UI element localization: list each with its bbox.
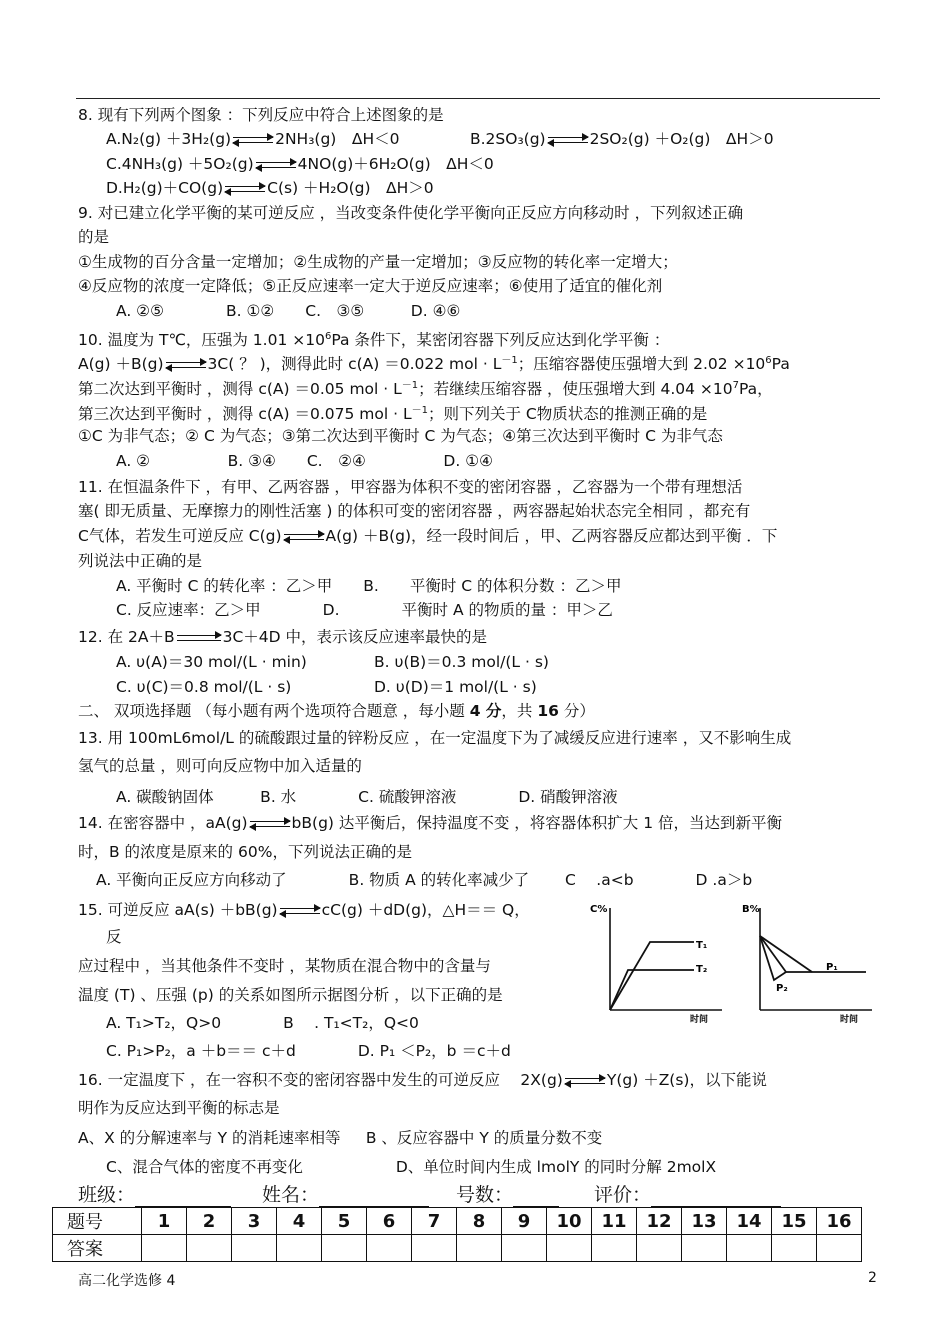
equilibrium-arrow-icon [565,1076,605,1086]
q10-line-2: A(g) ＋B(g) 3C( ？ )，测得此时 c(A) ＝0.022 mol · $L^{-1}$；压缩容器使压强增大到 $2.02 \times 10^6Pa$ [78,355,790,374]
svg-text:P₂: P₂ [776,983,788,994]
q12-option-a: A. υ(A)＝30 mol/(L · min) [116,653,307,671]
q11-options-cd: C. 反应速率：乙＞甲 D. 平衡时 A 的物质的量 ：甲＞乙 [116,601,613,619]
equilibrium-arrow-icon [256,160,296,170]
q11-line-1: 11. 在恒温条件下 ，有甲、乙两容器 ，甲容器为体积不变的密闭容器 ，乙容器为一个带有理想活 [78,478,743,496]
answer-cell[interactable] [637,1235,682,1262]
q9-statements-1: ①生成物的百分含量一定增加；②生成物的产量一定增加；③反应物的转化率一定增大； [78,253,678,271]
name-field[interactable]: 姓名： [262,1180,429,1207]
page-number: 2 [868,1270,877,1286]
q8-stem: 8. 现有下列两个图象 ：下列反应中符合上述图象的是 [78,106,444,124]
header-answer: 答案 [53,1235,142,1262]
section-2-heading: 二、 双项选择题 （每小题有两个选项符合题意 ，每小题 4 分，共 16 分） [78,702,595,720]
q14-line-2: 时，B 的浓度是原来的 60%，下列说法正确的是 [78,843,412,861]
q11-line-4: 列说法中正确的是 [78,552,203,570]
q11-line-3: C气体，若发生可逆反应 C(g) A(g) ＋B(g)，经一段时间后 ，甲、乙两容器反应都达到平衡 ．下 [78,527,778,545]
q15-line-2: 应过程中 ，当其他条件不变时 ，某物质在混合物中的含量与 [78,957,491,975]
answer-cell[interactable] [592,1235,637,1262]
q9-statements-2: ④反应物的浓度一定降低；⑤正反应速率一定大于逆反应速率；⑥使用了适宜的催化剂 [78,277,663,295]
equilibrium-arrow-icon [548,135,588,145]
number-field[interactable]: 号数： [456,1180,559,1207]
q10-options: A. ② B. ③④ C. ②④ D. ①④ [116,452,493,470]
q13-line-2: 氢气的总量 ，则可向反应物中加入适量的 [78,757,362,775]
curve-t1 [610,942,694,1010]
q16-options-cd: C、混合气体的密度不再变化 D、单位时间内生成 lmolY 的同时分解 2molX [106,1158,717,1176]
curve-p1 [760,936,866,972]
q15-options-cd: C. P₁>P₂，a ＋b＝＝ c＋d D. P₁ ＜P₂，b ＝c＋d [106,1042,511,1060]
q15-graph-pressure [738,898,878,1026]
q9-options: A. ②⑤ B. ①② C. ③⑤ D. ④⑥ [116,302,461,320]
q14-options: A. 平衡向正反应方向移动了 B. 物质 A 的转化率减少了 C .a<b D .a＞b [96,871,753,889]
q11-options-ab: A. 平衡时 C 的转化率 ：乙＞甲 B. 平衡时 C 的体积分数 ：乙＞甲 [116,577,622,595]
graph1-y-label: C% [590,904,608,915]
q13-options: A. 碳酸钠固体 B. 水 C. 硫酸钾溶液 D. 硝酸钾溶液 [116,788,618,806]
q12-option-b: B. υ(B)＝0.3 mol/(L · s) [374,653,549,671]
q16-options-ab: A、X 的分解速率与 Y 的消耗速率相等 B 、反应容器中 Y 的质量分数不变 [78,1129,603,1147]
q10-line-1: 10. 温度为 T℃，压强为 $1.01 \times 10^6Pa$ 条件下，某密闭容器下列反应达到化学平衡 ： [78,331,670,350]
q10-statements: ①C 为非气态；② C 为气态；③第二次达到平衡时 C 为气态；④第三次达到平衡时 C 为非气态 [78,427,723,445]
equilibrium-arrow-icon [284,532,324,542]
answer-cell[interactable] [682,1235,727,1262]
equilibrium-arrow-icon [233,135,273,145]
q8-option-a: A.N₂(g) ＋3H₂(g) 2NH₃(g) ΔH＜0 [106,130,400,148]
evaluation-field[interactable]: 评价： [594,1180,781,1207]
q16-line-1: 16. 一定温度下 ，在一容积不变的密闭容器中发生的可逆反应 2X(g) Y(g) ＋Z(s)，以下能说 [78,1071,767,1089]
answer-cell[interactable] [502,1235,547,1262]
graph1-x-label: 时间 [690,1015,709,1025]
q12-option-d: D. υ(D)＝1 mol/(L · s) [374,678,537,696]
answer-cell[interactable] [772,1235,817,1262]
table-row: 题号 1 2 3 4 5 6 7 8 9 10 11 12 13 14 15 16 [53,1208,862,1235]
answer-cell[interactable] [142,1235,187,1262]
answer-cell[interactable] [232,1235,277,1262]
svg-text:T₂: T₂ [696,964,708,975]
answer-cell[interactable] [547,1235,592,1262]
svg-text:T₁: T₁ [696,940,708,951]
q15-line-1: 15. 可逆反应 aA(s) ＋bB(g) cC(g) ＋dD(g)，△H＝＝ Q， [78,901,530,919]
q9-stem-cont: 的是 [78,228,110,246]
graph2-y-label: B% [742,904,760,915]
q10-line-3: 第二次达到平衡时 ，测得 c(A) ＝0.05 mol · $L^{-1}$；若继续压缩容器 ，使压强增大到 $4.04 \times 10^7Pa$， [78,380,773,399]
answer-cell[interactable] [457,1235,502,1262]
answer-cell[interactable] [727,1235,772,1262]
svg-text:P₁: P₁ [826,962,838,973]
answer-cell[interactable] [277,1235,322,1262]
equilibrium-arrow-icon [250,819,290,829]
footer-course: 高二化学选修 4 [78,1273,176,1289]
q8-option-c: C.4NH₃(g) ＋5O₂(g) 4NO(g)＋6H₂O(g) ΔH＜0 [106,155,494,173]
graph2-x-label: 时间 [840,1015,859,1025]
answer-cell[interactable] [817,1235,862,1262]
q15-graph-temperature [588,898,728,1026]
q14-line-1: 14. 在密容器中 ，aA(g) bB(g) 达平衡后，保持温度不变 ，将容器体积扩大 1 倍，当达到新平衡 [78,814,783,832]
q11-line-2: 塞( 即无质量、无摩擦力的刚性活塞 ) 的体积可变的密闭容器 ，两容器起始状态完全相同 ，都充有 [78,502,751,520]
equilibrium-arrow-icon [225,184,265,194]
q10-line-4: 第三次达到平衡时 ，测得 c(A) ＝0.075 mol · $L^{-1}$；则下列关于 C物质状态的推测正确的是 [78,405,708,424]
answer-cell[interactable] [322,1235,367,1262]
q12-option-c: C. υ(C)＝0.8 mol/(L · s) [116,678,292,696]
q9-stem: 9. 对已建立化学平衡的某可逆反应 ，当改变条件使化学平衡向正反应方向移动时 ，下列叙述正确 [78,204,744,222]
equilibrium-arrow-icon [280,906,320,916]
answer-table [52,1207,862,1262]
top-rule [76,98,880,99]
answer-cell[interactable] [367,1235,412,1262]
answer-cell[interactable] [412,1235,457,1262]
forward-arrow-icon [177,633,221,643]
q15-line-1-cont: 反 [106,928,122,946]
answer-cell[interactable] [187,1235,232,1262]
q8-option-d: D.H₂(g)＋CO(g) C(s) ＋H₂O(g) ΔH＞0 [106,179,434,197]
header-question-number: 题号 [53,1208,142,1235]
q13-line-1: 13. 用 100mL6mol/L 的硫酸跟过量的锌粉反应 ，在一定温度下为了减缓反应进行速率 ，又不影响生成 [78,729,792,747]
equilibrium-arrow-icon [166,360,206,370]
class-field[interactable]: 班级： [78,1180,231,1207]
table-row [53,1235,862,1262]
q15-line-3: 温度 (T) 、压强 (p) 的关系如图所示据图分析 ，以下正确的是 [78,986,503,1004]
q12-stem: 12. 在 2A＋B 3C＋4D 中，表示该反应速率最快的是 [78,628,488,646]
q8-option-b: B.2SO₃(g) 2SO₂(g) ＋O₂(g) ΔH＞0 [470,130,774,148]
q15-options-ab: A. T₁>T₂，Q>0 B . T₁<T₂，Q<0 [106,1014,419,1032]
q16-line-2: 明作为反应达到平衡的标志是 [78,1099,280,1117]
